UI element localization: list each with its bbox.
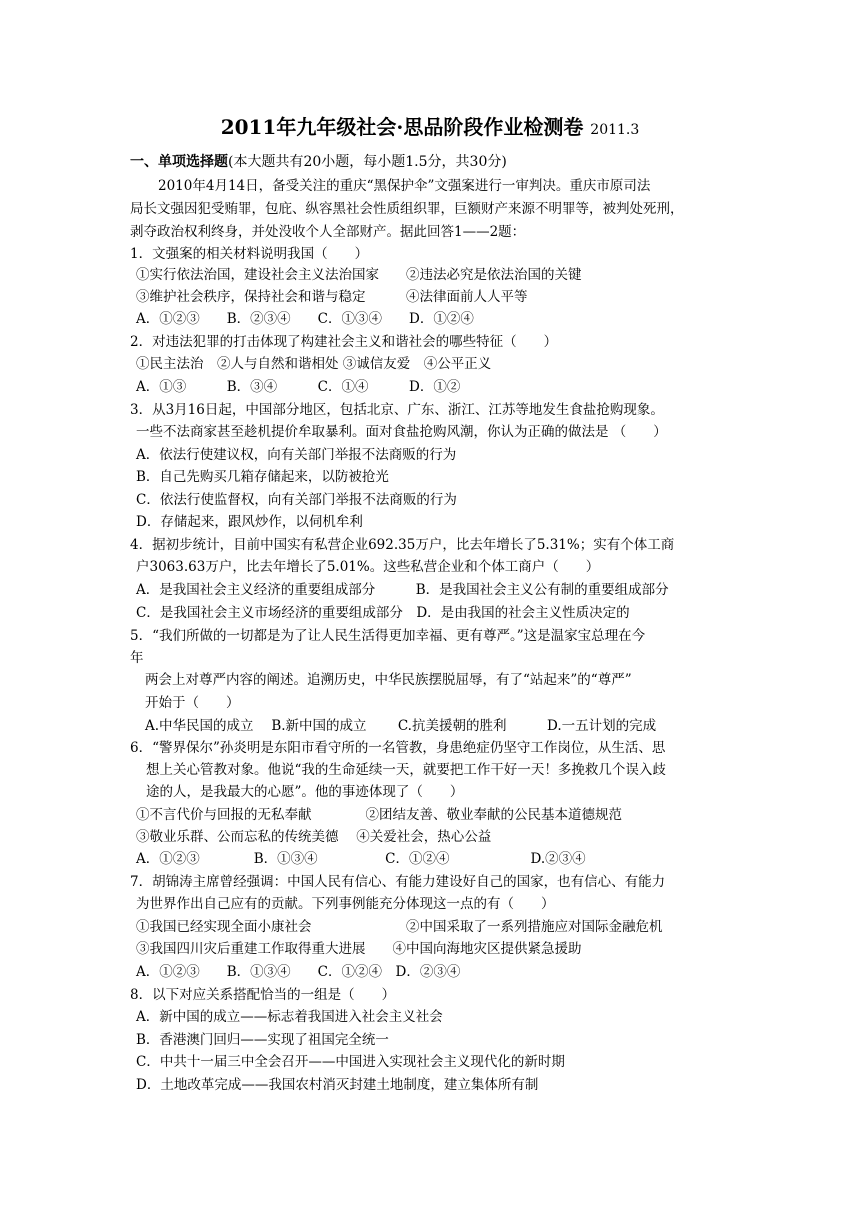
q2-stem: 2．对违法犯罪的打击体现了构建社会主义和谐社会的哪些特征（ ） [130,334,558,350]
q3-option-a: A．依法行使建议权，向有关部门举报不法商贩的行为 [136,447,457,463]
q6-stem-3: 途的人，是我最大的心愿”。他的事迹体现了（ ） [146,784,464,800]
intro-line-1: 2010年4月14日，备受关注的重庆“黑保护伞”文强案进行一审判决。重庆市原司法 [158,178,651,194]
q7-stem-2: 为世界作出自己应有的贡献。下列事例能充分体现这一点的有（ ） [136,896,555,912]
q5-stem-2: 年 [130,650,144,666]
q5-stem-1: 5．“我们所做的一切都是为了让人民生活得更加幸福、更有尊严。”这是温家宝总理在今 [130,628,646,644]
q5-stem-4: 开始于（ ） [145,695,240,711]
title-text: 2011年九年级社会·思品阶段作业检测卷 [220,115,584,139]
intro-line-3: 剥夺政治权利终身，并处没收个人全部财产。据此回答1——2题： [130,224,526,240]
q6-stem-1: 6．“警界保尔”孙炎明是东阳市看守所的一名管教，身患绝症仍坚守工作岗位，从生活、思 [130,740,666,756]
q7-answers: A．①②③ B．①③④ C．①②④ D．②③④ [136,964,461,980]
section-note: (本大题共有20小题，每小题1.5分，共30分) [228,154,507,170]
q4-stem-2: 户3063.63万户，比去年增长了5.01%。这些私营企业和个体工商户（ ） [136,559,600,575]
section-heading [130,152,507,172]
q3-option-c: C．依法行使监督权，向有关部门举报不法商贩的行为 [136,492,457,508]
q8-stem: 8．以下对应关系搭配恰当的一组是（ ） [130,987,396,1003]
q1-options-2: ③维护社会秩序，保持社会和谐与稳定 ④法律面前人人平等 [136,289,528,305]
q8-option-c: C．中共十一届三中全会召开——中国进入实现社会主义现代化的新时期 [136,1054,565,1070]
q1-stem: 1．文强案的相关材料说明我国（ ） [130,246,369,262]
q3-option-d: D．存储起来，跟风炒作，以伺机牟利 [136,514,363,530]
q8-option-a: A．新中国的成立——标志着我国进入社会主义社会 [136,1009,443,1025]
q7-options-1: ①我国已经实现全面小康社会 ②中国采取了一系列措施应对国际金融危机 [136,919,663,935]
q8-option-b: B．香港澳门回归——实现了祖国完全统一 [136,1032,389,1048]
q6-answers: A．①②③ B．①③④ C．①②④ D.②③④ [136,851,586,867]
q4-options-cd: C．是我国社会主义市场经济的重要组成部分 D．是由我国的社会主义性质决定的 [136,605,630,621]
q2-options-1: ①民主法治 ②人与自然和谐相处 ③诚信友爱 ④公平正义 [136,356,492,372]
page-title [0,112,860,145]
title-date: 2011.3 [590,122,640,138]
q6-options-1: ①不言代价与回报的无私奉献 ②团结友善、敬业奉献的公民基本道德规范 [136,807,622,823]
q8-option-d: D．土地改革完成——我国农村消灭封建土地制度，建立集体所有制 [136,1077,539,1093]
q3-stem-2: 一些不法商家甚至趁机提价牟取暴利。面对食盐抢购风潮，你认为正确的做法是 （ ） [136,424,667,440]
q6-stem-2: 想上关心管教对象。他说“我的生命延续一天，就要把工作干好一天！多挽救几个误入歧 [146,762,666,778]
q1-options-1: ①实行依法治国，建设社会主义法治国家 ②违法必究是依法治国的关键 [136,267,582,283]
q4-stem-1: 4．据初步统计，目前中国实有私营企业692.35万户，比去年增长了5.31%；实有个体工商 [130,537,675,553]
q5-stem-3: 两会上对尊严内容的阐述。追溯历史，中华民族摆脱屈辱，有了“站起来”的“尊严” [145,672,632,688]
q2-answers: A．①③ B．③④ C．①④ D．①② [136,379,461,395]
q7-stem-1: 7．胡锦涛主席曾经强调：中国人民有信心、有能力建设好自己的国家，也有信心、有能力 [130,874,666,890]
q1-answers: A．①②③ B．②③④ C．①③④ D．①②④ [136,311,474,327]
q5-answers: A.中华民国的成立 B.新中国的成立 C.抗美援朝的胜利 D.一五计划的完成 [145,718,657,734]
q3-stem-1: 3．从3月16日起，中国部分地区，包括北京、广东、浙江、江苏等地发生食盐抢购现象。 [130,402,664,418]
q3-option-b: B．自己先购买几箱存储起来，以防被抢光 [136,469,389,485]
section-title: 一、单项选择题 [130,154,228,170]
q6-options-2: ③敬业乐群、公而忘私的传统美德 ④关爱社会，热心公益 [136,829,492,845]
intro-line-2: 局长文强因犯受贿罪，包庇、纵容黑社会性质组织罪，巨额财产来源不明罪等，被判处死刑， [130,201,684,217]
q7-options-2: ③我国四川灾后重建工作取得重大进展 ④中国向海地灾区提供紧急援助 [136,941,582,957]
q4-options-ab: A．是我国社会主义经济的重要组成部分 B．是我国社会主义公有制的重要组成部分 [136,582,669,598]
